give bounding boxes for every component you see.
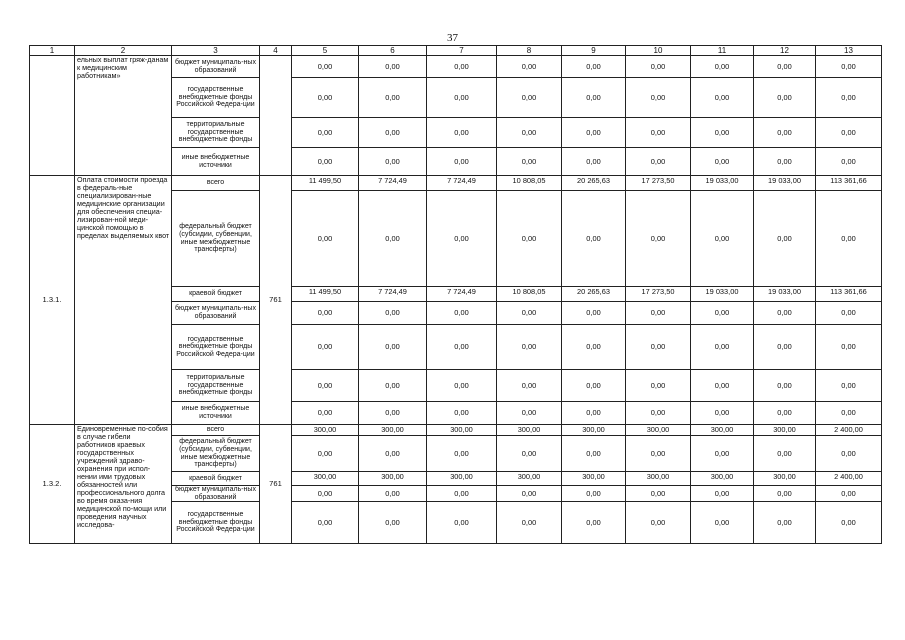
funding-source-cell: всего	[172, 176, 260, 191]
funding-source-cell: бюджет муниципаль-ных образований	[172, 486, 260, 502]
value-cell: 17 273,50	[626, 287, 691, 302]
value-cell: 0,00	[691, 191, 754, 287]
value-cell: 0,00	[292, 56, 359, 78]
value-cell: 7 724,49	[427, 287, 497, 302]
value-cell: 0,00	[691, 78, 754, 118]
funding-source-cell: бюджет муниципаль-ных образований	[172, 56, 260, 78]
value-cell: 0,00	[816, 191, 882, 287]
value-cell: 0,00	[359, 118, 427, 148]
value-cell: 0,00	[754, 78, 816, 118]
value-cell: 0,00	[562, 302, 626, 325]
funding-source-cell: территориальные государственные внебюджетные фонды	[172, 370, 260, 402]
value-cell: 300,00	[497, 472, 562, 486]
value-cell: 0,00	[292, 191, 359, 287]
value-cell: 20 265,63	[562, 176, 626, 191]
value-cell: 0,00	[691, 148, 754, 176]
value-cell: 0,00	[562, 370, 626, 402]
value-cell: 0,00	[754, 118, 816, 148]
value-cell: 0,00	[626, 436, 691, 472]
budget-code-cell: 761	[260, 425, 292, 544]
value-cell: 0,00	[497, 325, 562, 370]
funding-source-cell: бюджет муниципаль-ных образований	[172, 302, 260, 325]
value-cell: 0,00	[427, 486, 497, 502]
value-cell: 0,00	[626, 402, 691, 425]
value-cell: 0,00	[292, 486, 359, 502]
value-cell: 0,00	[359, 370, 427, 402]
value-cell: 300,00	[691, 425, 754, 436]
value-cell: 0,00	[754, 486, 816, 502]
value-cell: 0,00	[754, 502, 816, 544]
header-cell: 5	[292, 46, 359, 56]
header-cell: 11	[691, 46, 754, 56]
value-cell: 0,00	[292, 78, 359, 118]
value-cell: 0,00	[292, 370, 359, 402]
value-cell: 0,00	[816, 402, 882, 425]
value-cell: 0,00	[816, 302, 882, 325]
value-cell: 0,00	[292, 325, 359, 370]
value-cell: 300,00	[292, 472, 359, 486]
value-cell: 0,00	[626, 78, 691, 118]
value-cell: 0,00	[816, 486, 882, 502]
value-cell: 0,00	[691, 436, 754, 472]
value-cell: 0,00	[754, 191, 816, 287]
value-cell: 0,00	[292, 502, 359, 544]
value-cell: 0,00	[626, 370, 691, 402]
value-cell: 0,00	[359, 325, 427, 370]
value-cell: 0,00	[816, 56, 882, 78]
value-cell: 7 724,49	[359, 176, 427, 191]
value-cell: 0,00	[359, 56, 427, 78]
value-cell: 19 033,00	[691, 287, 754, 302]
value-cell: 300,00	[427, 425, 497, 436]
value-cell: 300,00	[292, 425, 359, 436]
value-cell: 0,00	[626, 56, 691, 78]
value-cell: 0,00	[691, 402, 754, 425]
value-cell: 113 361,66	[816, 287, 882, 302]
activity-description-cell: ельных выплат гряж-данам к медицинским работникам»	[75, 56, 172, 176]
value-cell: 0,00	[427, 78, 497, 118]
value-cell: 0,00	[816, 78, 882, 118]
value-cell: 0,00	[427, 436, 497, 472]
value-cell: 0,00	[562, 191, 626, 287]
value-cell: 0,00	[427, 118, 497, 148]
header-cell: 4	[260, 46, 292, 56]
funding-source-cell: государственные внебюджетные фонды Российской Федера-ции	[172, 78, 260, 118]
value-cell: 0,00	[816, 370, 882, 402]
value-cell: 0,00	[562, 148, 626, 176]
value-cell: 0,00	[626, 148, 691, 176]
value-cell: 0,00	[754, 148, 816, 176]
value-cell: 0,00	[427, 502, 497, 544]
funding-source-cell: государственные внебюджетные фонды Российской Федера-ции	[172, 502, 260, 544]
value-cell: 0,00	[562, 436, 626, 472]
funding-source-cell: федеральный бюджет (субсидии, субвенции, иные межбюджетные трансферты)	[172, 191, 260, 287]
table-row	[30, 56, 882, 78]
value-cell: 0,00	[691, 502, 754, 544]
value-cell: 113 361,66	[816, 176, 882, 191]
value-cell: 0,00	[359, 436, 427, 472]
header-cell: 9	[562, 46, 626, 56]
funding-source-cell: всего	[172, 425, 260, 436]
value-cell: 0,00	[816, 325, 882, 370]
value-cell: 0,00	[691, 370, 754, 402]
value-cell: 0,00	[359, 78, 427, 118]
value-cell: 0,00	[626, 502, 691, 544]
value-cell: 0,00	[497, 118, 562, 148]
activity-description-cell: Единовременные по-собия в случае гибели работников краевых государственных учреждений здраво-охранения при испол-нении ими трудовых обязанностей или профессионального долга во время оказа-ния медицинской по-мощи или проведения научных исследова-	[75, 425, 172, 544]
value-cell: 7 724,49	[359, 287, 427, 302]
value-cell: 0,00	[497, 486, 562, 502]
value-cell: 0,00	[497, 78, 562, 118]
value-cell: 300,00	[562, 425, 626, 436]
value-cell: 300,00	[427, 472, 497, 486]
table-row	[30, 176, 882, 191]
value-cell: 0,00	[497, 402, 562, 425]
value-cell: 0,00	[292, 402, 359, 425]
value-cell: 0,00	[497, 302, 562, 325]
value-cell: 0,00	[562, 56, 626, 78]
value-cell: 0,00	[359, 402, 427, 425]
value-cell: 0,00	[754, 302, 816, 325]
table-row	[30, 425, 882, 436]
value-cell: 11 499,50	[292, 176, 359, 191]
activity-description-cell: Оплата стоимости проезда в федераль-ные специализирован-ные медицинские организации для обеспечения специа-лизирован-ной меди-цинской помощью в пределах выделяемых квот	[75, 176, 172, 425]
value-cell: 0,00	[497, 56, 562, 78]
value-cell: 0,00	[691, 486, 754, 502]
value-cell: 0,00	[562, 118, 626, 148]
value-cell: 0,00	[427, 302, 497, 325]
funding-source-cell: иные внебюджетные источники	[172, 402, 260, 425]
value-cell: 17 273,50	[626, 176, 691, 191]
value-cell: 0,00	[691, 56, 754, 78]
value-cell: 0,00	[359, 486, 427, 502]
value-cell: 2 400,00	[816, 425, 882, 436]
value-cell: 0,00	[562, 78, 626, 118]
funding-source-cell: краевой бюджет	[172, 287, 260, 302]
value-cell: 19 033,00	[754, 287, 816, 302]
funding-source-cell: краевой бюджет	[172, 472, 260, 486]
header-cell: 10	[626, 46, 691, 56]
value-cell: 0,00	[292, 118, 359, 148]
value-cell: 0,00	[292, 148, 359, 176]
row-number-cell: 1.3.1.	[30, 176, 75, 425]
value-cell: 0,00	[292, 302, 359, 325]
value-cell: 300,00	[691, 472, 754, 486]
value-cell: 300,00	[359, 425, 427, 436]
value-cell: 0,00	[497, 370, 562, 402]
value-cell: 0,00	[816, 148, 882, 176]
value-cell: 0,00	[754, 325, 816, 370]
value-cell: 11 499,50	[292, 287, 359, 302]
value-cell: 0,00	[497, 148, 562, 176]
value-cell: 0,00	[754, 436, 816, 472]
value-cell: 300,00	[626, 425, 691, 436]
value-cell: 0,00	[427, 191, 497, 287]
value-cell: 19 033,00	[691, 176, 754, 191]
value-cell: 300,00	[754, 425, 816, 436]
header-cell: 13	[816, 46, 882, 56]
value-cell: 0,00	[691, 325, 754, 370]
header-cell: 12	[754, 46, 816, 56]
header-cell: 2	[75, 46, 172, 56]
value-cell: 0,00	[626, 486, 691, 502]
value-cell: 0,00	[359, 148, 427, 176]
value-cell: 0,00	[816, 436, 882, 472]
page-number: 37	[447, 32, 458, 44]
value-cell: 300,00	[497, 425, 562, 436]
value-cell: 19 033,00	[754, 176, 816, 191]
value-cell: 0,00	[754, 56, 816, 78]
value-cell: 300,00	[754, 472, 816, 486]
value-cell: 0,00	[562, 402, 626, 425]
funding-source-cell: государственные внебюджетные фонды Российской Федера-ции	[172, 325, 260, 370]
value-cell: 0,00	[562, 325, 626, 370]
value-cell: 0,00	[626, 325, 691, 370]
value-cell: 0,00	[626, 302, 691, 325]
budget-code-cell	[260, 56, 292, 176]
value-cell: 0,00	[816, 502, 882, 544]
header-row	[30, 46, 882, 56]
value-cell: 0,00	[292, 436, 359, 472]
budget-code-cell: 761	[260, 176, 292, 425]
value-cell: 0,00	[626, 191, 691, 287]
value-cell: 0,00	[359, 302, 427, 325]
funding-source-cell: территориальные государственные внебюджетные фонды	[172, 118, 260, 148]
value-cell: 0,00	[691, 118, 754, 148]
header-cell: 1	[30, 46, 75, 56]
funding-source-cell: иные внебюджетные источники	[172, 148, 260, 176]
value-cell: 300,00	[626, 472, 691, 486]
header-cell: 6	[359, 46, 427, 56]
value-cell: 0,00	[816, 118, 882, 148]
value-cell: 2 400,00	[816, 472, 882, 486]
header-cell: 7	[427, 46, 497, 56]
funding-source-cell: федеральный бюджет (субсидии, субвенции, иные межбюджетные трансферты)	[172, 436, 260, 472]
value-cell: 0,00	[427, 325, 497, 370]
row-number-cell: 1.3.2.	[30, 425, 75, 544]
header-cell: 8	[497, 46, 562, 56]
value-cell: 0,00	[359, 191, 427, 287]
value-cell: 0,00	[427, 56, 497, 78]
value-cell: 0,00	[626, 118, 691, 148]
value-cell: 0,00	[427, 402, 497, 425]
value-cell: 0,00	[497, 191, 562, 287]
value-cell: 0,00	[754, 370, 816, 402]
value-cell: 300,00	[359, 472, 427, 486]
value-cell: 0,00	[754, 402, 816, 425]
value-cell: 7 724,49	[427, 176, 497, 191]
budget-table	[29, 45, 882, 544]
row-number-cell	[30, 56, 75, 176]
value-cell: 0,00	[427, 370, 497, 402]
value-cell: 300,00	[562, 472, 626, 486]
value-cell: 0,00	[562, 502, 626, 544]
value-cell: 0,00	[691, 302, 754, 325]
value-cell: 0,00	[497, 502, 562, 544]
value-cell: 10 808,05	[497, 176, 562, 191]
value-cell: 10 808,05	[497, 287, 562, 302]
value-cell: 20 265,63	[562, 287, 626, 302]
value-cell: 0,00	[359, 502, 427, 544]
header-cell: 3	[172, 46, 260, 56]
value-cell: 0,00	[497, 436, 562, 472]
value-cell: 0,00	[427, 148, 497, 176]
value-cell: 0,00	[562, 486, 626, 502]
